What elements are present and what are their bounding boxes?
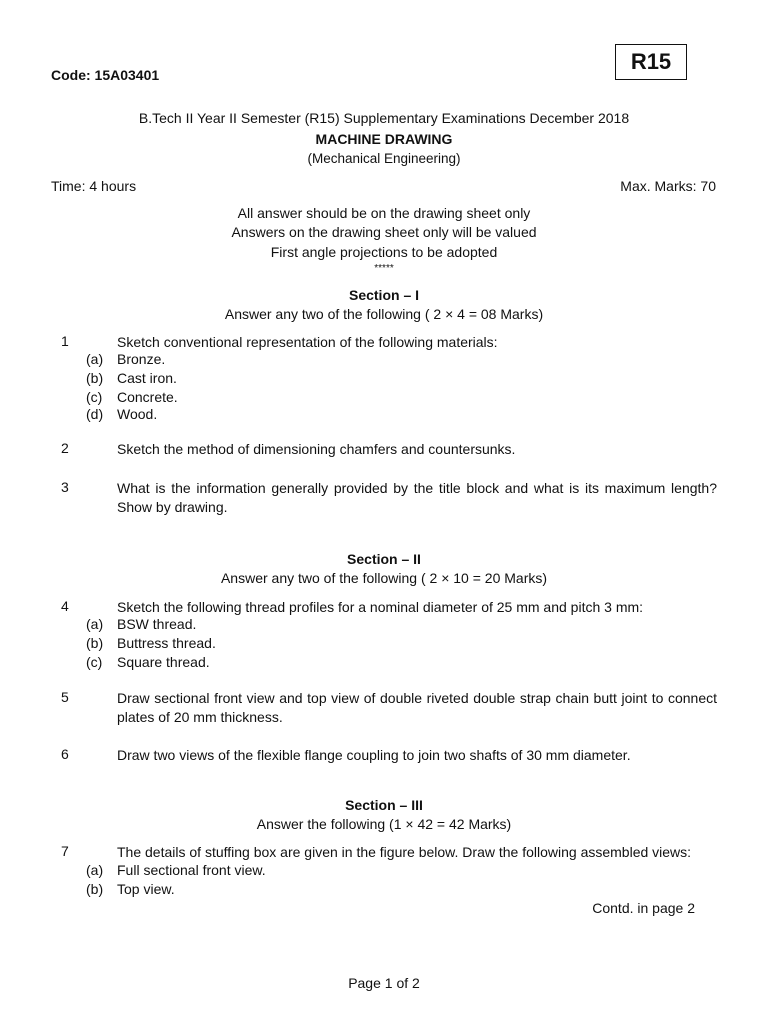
part-label: (b): [86, 370, 104, 386]
question-text: Sketch conventional representation of the following materials:: [117, 334, 498, 350]
exam-time: Time: 4 hours: [51, 178, 137, 194]
part-text: Square thread.: [117, 654, 210, 670]
question-number: 1: [61, 333, 69, 349]
part-text: Cast iron.: [117, 370, 177, 386]
part-text: Top view.: [117, 881, 175, 897]
section-title: Section – II: [347, 551, 421, 567]
part-text: Buttress thread.: [117, 635, 216, 651]
question-number: 3: [61, 479, 69, 495]
question-text: What is the information generally provided by the title block and what is its maximum length? Show by drawing.: [117, 480, 717, 515]
subject-title: MACHINE DRAWING: [315, 131, 453, 147]
part-label: (a): [86, 616, 104, 632]
question-text: The details of stuffing box are given in the figure below. Draw the following assembled views:: [117, 844, 692, 860]
instruction-separator: *****: [374, 263, 394, 274]
part-label: (d): [86, 406, 104, 422]
section-instruction: Answer any two of the following ( 2 × 10 = 20 Marks): [220, 570, 548, 586]
part-text: BSW thread.: [117, 616, 197, 632]
exam-code: Code: 15A03401: [51, 67, 160, 83]
question-text: Draw sectional front view and top view of double riveted double strap chain butt joint to connect plates of 20 mm thickness.: [117, 690, 717, 725]
instruction-line: All answer should be on the drawing sheet only: [237, 205, 531, 221]
continued-note: Contd. in page 2: [592, 900, 695, 916]
page-number: Page 1 of 2: [348, 975, 420, 991]
branch-name: (Mechanical Engineering): [307, 151, 461, 166]
question-number: 6: [61, 746, 69, 762]
question-number: 4: [61, 598, 69, 614]
max-marks: Max. Marks: 70: [620, 178, 716, 194]
part-label: (b): [86, 881, 104, 897]
regulation-box: R15: [615, 44, 687, 80]
part-text: Wood.: [117, 406, 158, 422]
part-text: Bronze.: [117, 351, 166, 367]
section-title: Section – III: [345, 797, 423, 813]
instruction-line: First angle projections to be adopted: [270, 244, 498, 260]
part-text: Full sectional front view.: [117, 862, 266, 878]
instruction-line: Answers on the drawing sheet only will be valued: [231, 224, 537, 240]
question-text: Sketch the following thread profiles for a nominal diameter of 25 mm and pitch 3 mm:: [117, 599, 644, 615]
part-label: (c): [86, 389, 103, 405]
part-label: (b): [86, 635, 104, 651]
part-text: Concrete.: [117, 389, 178, 405]
part-label: (a): [86, 351, 104, 367]
part-label: (c): [86, 654, 103, 670]
section-title: Section – I: [348, 287, 420, 303]
question-number: 2: [61, 440, 69, 456]
question-text: Sketch the method of dimensioning chamfers and countersunks.: [117, 441, 516, 457]
section-instruction: Answer the following (1 × 42 = 42 Marks): [256, 816, 512, 832]
exam-title: B.Tech II Year II Semester (R15) Supplementary Examinations December 2018: [138, 110, 630, 126]
question-text: Draw two views of the flexible flange coupling to join two shafts of 30 mm diameter.: [117, 747, 631, 763]
question-number: 7: [61, 843, 69, 859]
section-instruction: Answer any two of the following ( 2 × 4 = 08 Marks): [224, 306, 544, 322]
part-label: (a): [86, 862, 104, 878]
question-number: 5: [61, 689, 69, 705]
